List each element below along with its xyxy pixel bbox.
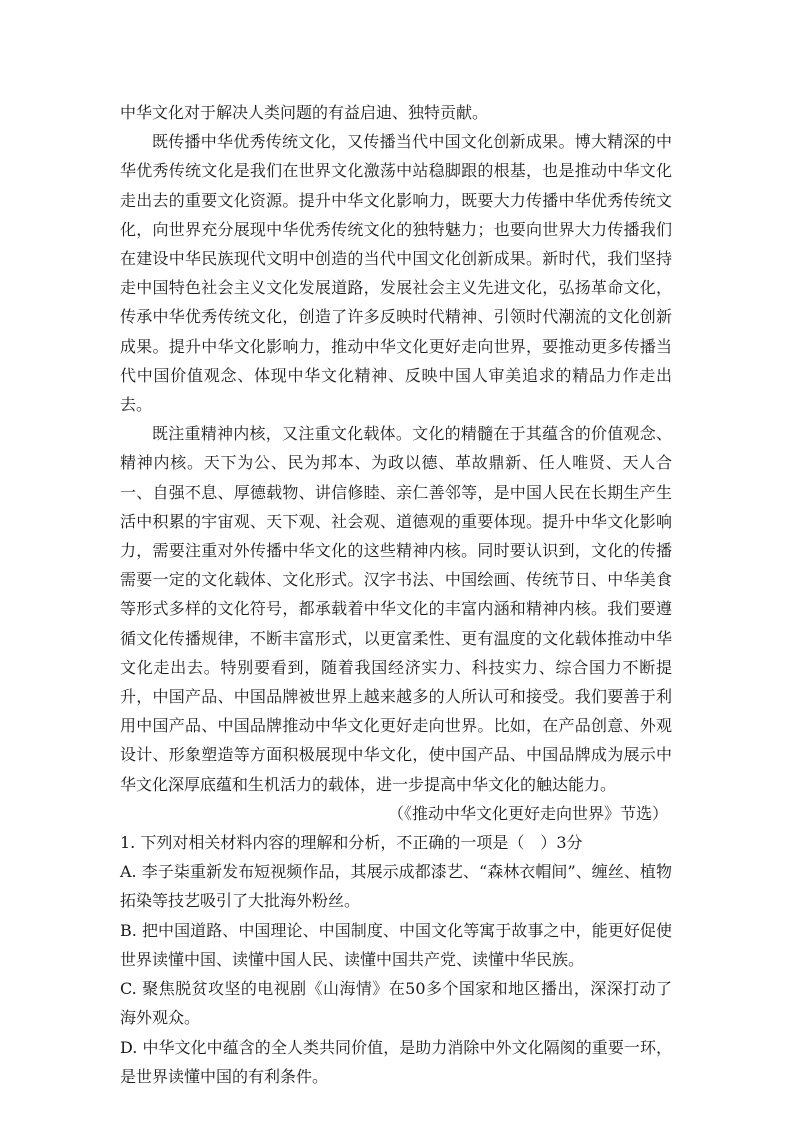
option-d: D. 中华文化中蕴含的全人类共同价值，是助力消除中外文化隔阂的重要一环，是世界读懂中国的有利条件。 <box>120 1037 672 1086</box>
passage-paragraph-3: 既注重精神内核，又注重文化载体。文化的精髓在于其蕴含的价值观念、精神内核。天下为公、民为邦本、为政以德、革故鼎新、任人唯贤、天人合一、自强不息、厚德载物、讲信修睦、亲仁善邻等，是中国人民在长期生产生活中积累的宇宙观、天下观、社会观、道德观的重要体现。提升中华文化影响力，需要注重对外传播中华文化的这些精神内核。同时要认识到，文化的传播需要一定的文化载体、文化形式。汉字书法、中国绘画、传统节日、中华美食等形式多样的文化符号，都承载着中华文化的丰富内涵和精神内核。我们要遵循文化传播规律，不断丰富形式，以更富柔性、更有温度的文化载体推动中华文化走出去。特别要看到，随着我国经济实力、科技实力、综合国力不断提升，中国产品、中国品牌被世界上越来越多的人所认可和接受。我们要善于利用中国产品、中国品牌推动中华文化更好走向世界。比如，在产品创意、外观设计、形象塑造等方面积极展现中华文化，使中国产品、中国品牌成为展示中华文化深厚底蕴和生机活力的载体，进一步提高中华文化的触达能力。 <box>120 424 672 794</box>
passage-paragraph-2: 既传播中华优秀传统文化，又传播当代中国文化创新成果。博大精深的中华优秀传统文化是我们在世界文化激荡中站稳脚跟的根基，也是推动中华文化走出去的重要文化资源。提升中华文化影响力，既要大力传播中华优秀传统文化，向世界充分展现中华优秀传统文化的独特魅力；也要向世界大力传播我们在建设中华民族现代文明中创造的当代中国文化创新成果。新时代，我们坚持走中国特色社会主义文化发展道路，发展社会主义先进文化，弘扬革命文化，传承中华优秀传统文化，创造了许多反映时代精神、引领时代潮流的文化创新成果。提升中华文化影响力，推动中华文化更好走向世界，要推动更多传播当代中国价值观念、体现中华文化精神、反映中国人审美追求的精品力作走出去。 <box>120 132 672 415</box>
question-stem: 1. 下列对相关材料内容的理解和分析，不正确的一项是（ ）3分 <box>120 833 583 853</box>
passage-paragraph-1: 中华文化对于解决人类问题的有益启迪、独特贡献。 <box>120 103 489 122</box>
option-c: C. 聚焦脱贫攻坚的电视剧《山海情》在50多个国家和地区播出，深深打动了海外观众。 <box>120 979 672 1028</box>
option-b: B. 把中国道路、中国理论、中国制度、中国文化等寓于故事之中，能更好促使世界读懂中国、读懂中国人民、读懂中国共产党、读懂中华民族。 <box>120 920 672 969</box>
document-page <box>120 98 672 1091</box>
option-a: A. 李子柒重新发布短视频作品，其展示成都漆艺、“森林衣帽间”、缠丝、植物拓染等技艺吸引了大批海外粉丝。 <box>120 862 672 911</box>
passage-source: （《推动中华文化更好走向世界》节选） <box>387 803 668 823</box>
